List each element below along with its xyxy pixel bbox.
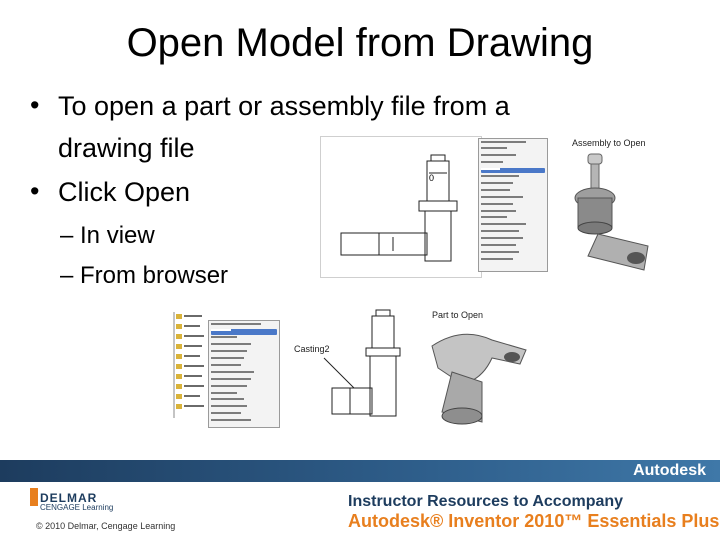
delmar-logo-icon [30,486,38,508]
model-browser[interactable] [166,306,208,424]
browser-tree [166,306,208,424]
part-callout: Part to Open [432,310,484,320]
bullet-1-line-2: drawing file [58,133,195,163]
context-menu-top [478,138,548,272]
svg-text:0: 0 [429,173,435,183]
bullet-1-line-1: To open a part or assembly file from a [58,91,510,121]
drawing-part-sketch [321,137,481,277]
autodesk-brand: Autodesk [633,462,706,479]
slide-title: Open Model from Drawing [126,21,594,65]
sub-bullet-1: – In view [60,222,155,249]
view-label-casting2: Casting2 [294,344,330,354]
menu-item-open[interactable] [211,329,277,334]
assembly-render [558,150,654,276]
assembly-callout: Assembly to Open [572,138,646,148]
figure-open-from-browser [166,304,534,428]
bullet-dot: • [30,90,40,120]
product-title: Autodesk® Inventor 2010™ Essentials Plus [348,511,720,531]
bullet-dot: • [30,176,40,206]
sub-bullet-2: – From browser [60,262,229,289]
publisher-sub: CENGAGE Learning [40,503,114,512]
copyright: © 2010 Delmar, Cengage Learning [36,521,176,531]
bullet-2: Click Open [58,177,191,207]
drawing-view-bottom[interactable] [284,304,424,428]
drawing-view-top[interactable] [320,136,482,278]
figure-open-in-view [320,136,654,276]
publisher-name: DELMAR [40,491,98,505]
part-render [422,324,532,426]
context-menu-bottom [208,320,280,428]
menu-item-open[interactable] [481,168,545,173]
resources-title: Instructor Resources to Accompany [348,493,624,510]
footer-band [0,460,720,482]
drawing-part-sketch-2 [284,304,424,428]
